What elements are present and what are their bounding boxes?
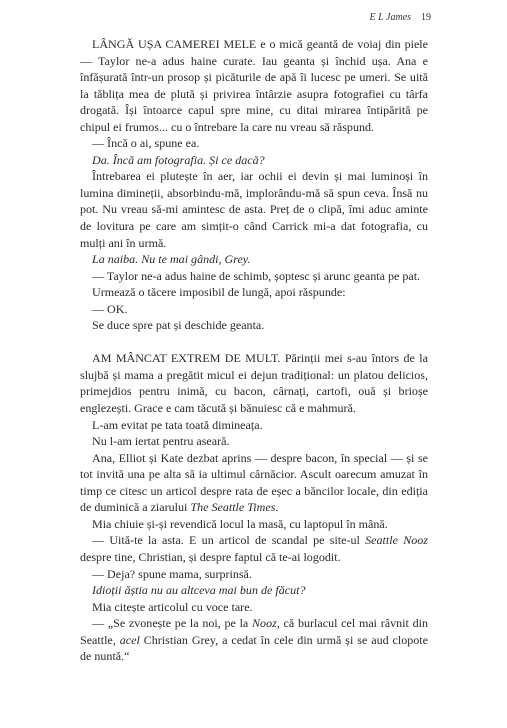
paragraph: — Uită-te la asta. E un articol de scandal pe site-ul Seattle Nooz despre tine, Christian, și despre faptul că te-ai logodit. [80, 533, 428, 564]
running-header [370, 12, 431, 23]
paragraph: Întrebarea ei plutește în aer, iar ochii ei devin și mai luminoși în lumina dimineții, absorbindu-mă, implorându-mă să spun ceva. Însă nu pot. Nu vreau să-mi amintesc de asta. Preț de o clipă, îmi aduc aminte de lovitura pe care am simțit-o când Carrick mi-a dat fotografia, cu mulți ani în urmă. [80, 169, 428, 250]
paragraph: Ana, Elliot și Kate dezbat aprins — despre bacon, în special — și se tot invită una pe alta să ia ultimul cârnăcior. Ascult oarecum amuzat în timp ce citesc un articol despre rata de eșec a băncilor locale, din ediția de duminică a ziarului The Seattle Times. [80, 450, 428, 515]
body-text [80, 36, 428, 665]
site-name: Nooz [252, 616, 277, 631]
paragraph: — OK. [92, 301, 128, 316]
paragraph: Mia chiuie și-și revendică locul la masă, cu laptopul în mână. [92, 516, 388, 531]
paragraph: Urmează o tăcere imposibil de lungă, apoi răspunde: [92, 285, 346, 300]
paragraph: — Taylor ne-a adus haine de schimb, șoptesc și arunc geanta pe pat. [92, 268, 421, 283]
paragraph: — „Se zvonește pe la noi, pe la Nooz, că burlacul cel mai râvnit din Seattle, acel Christian Grey, a cedat în cele din urmă și se aud clopote de nuntă.“ [80, 616, 428, 664]
paragraph: LÂNGĂ UȘA CAMEREI MELE e o mică geantă de voiaj din piele — Taylor ne-a adus haine curate. Iau geanta și închid ușa. Ana e înfășurată într-un prosop și picăturile de apă îi lucesc pe umeri. Se uită la tăblița mea de plută și privirea întârzie asupra fotografiei cu târfa drogată. Își întoarce capul spre mine, cu ditai mirarea întipărită pe chipul ei frumos... cu o întrebare la care nu vreau să răspund. [80, 37, 428, 134]
paragraph: Nu l-am iertat pentru aseară. [92, 434, 230, 449]
section-break [80, 334, 428, 351]
paragraph-italic: Da. Încă am fotografia. Și ce dacă? [92, 152, 265, 167]
paragraph: — Deja? spune mama, surprinsă. [92, 566, 252, 581]
paragraph: AM MÂNCAT EXTREM DE MULT. Părinții mei s-au întors de la slujbă și mama a pregătit micul ei dejun tradițional: un platou delicios, primejdios pentru inimă, cu bacon, cârnați, cartofi, ouă și brioșe englezești. Grace e cam tăcută și bănuiesc că e mahmură. [80, 351, 428, 416]
newspaper-title: The Seattle Times [190, 500, 276, 515]
page-number: 19 [421, 12, 431, 23]
paragraph-italic: Idioții ăștia nu au altceva mai bun de făcut? [92, 583, 306, 598]
paragraph: — Încă o ai, spune ea. [92, 136, 200, 151]
paragraph-italic: La naiba. Nu te mai gândi, Grey. [92, 252, 251, 267]
small-caps-lead: LÂNGĂ UȘA CAMEREI MELE [92, 37, 257, 51]
paragraph: L-am evitat pe tata toată dimineața. [92, 417, 263, 432]
small-caps-lead: AM MÂNCAT EXTREM DE MULT. [92, 351, 281, 366]
header-author: E L James [369, 12, 411, 23]
site-name: Seattle Nooz [365, 533, 428, 548]
paragraph: Mia citește articolul cu voce tare. [92, 599, 253, 614]
paragraph: Se duce spre pat și deschide geanta. [92, 318, 265, 333]
